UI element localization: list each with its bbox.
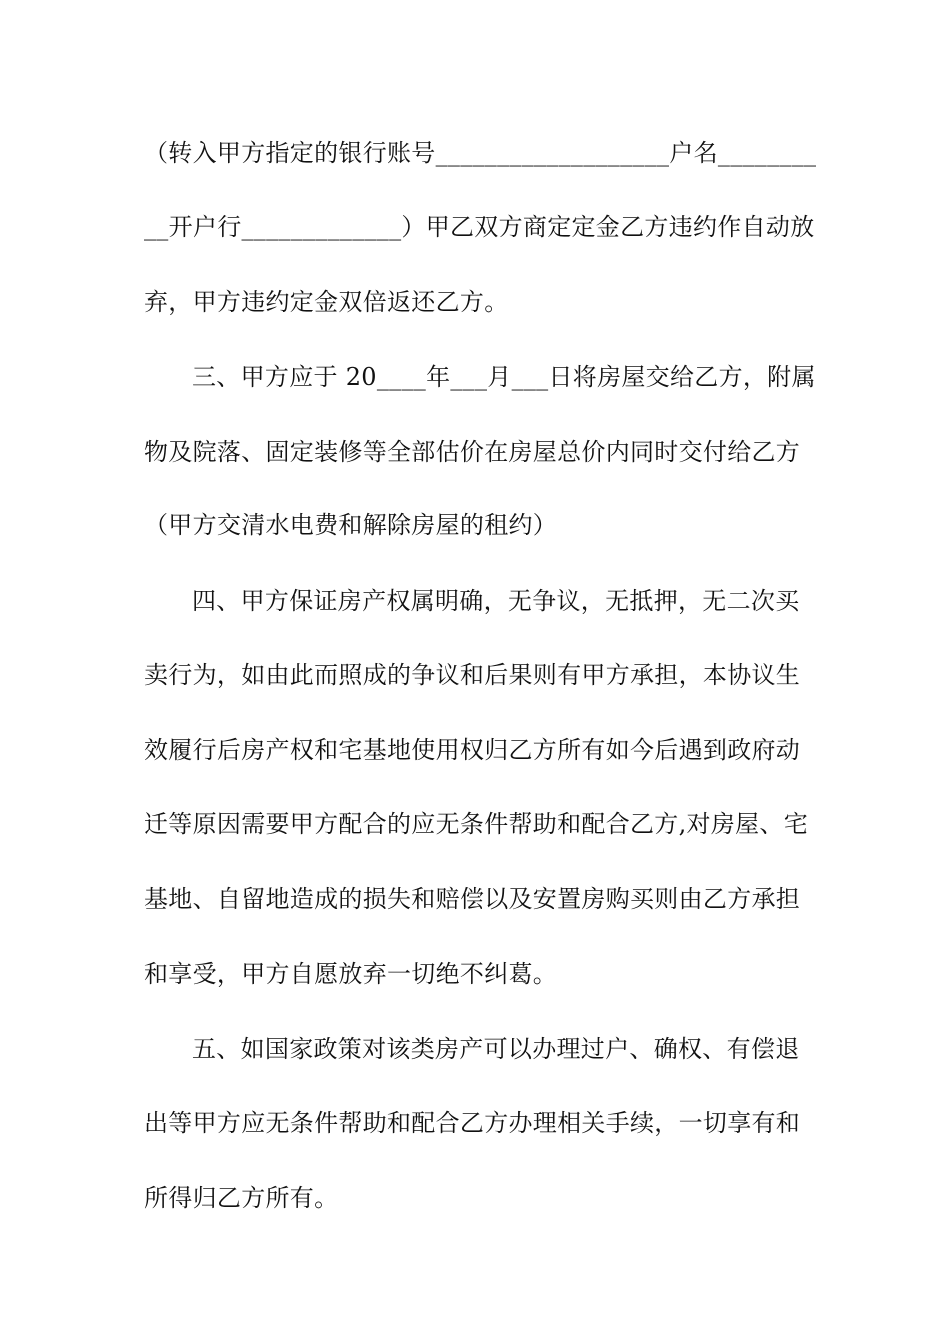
text-line-3: 弃，甲方违约定金双倍返还乙方。 — [144, 288, 509, 316]
clause-five-line-2: 出等甲方应无条件帮助和配合乙方办理相关手续，一切享有和 — [144, 1109, 801, 1137]
clause-five-line-3: 所得归乙方所有。 — [144, 1184, 339, 1212]
clause-three-line-1: 三、甲方应于 20____年___月___日将房屋交给乙方，附属 — [192, 363, 816, 391]
text-line-1: （转入甲方指定的银行账号___________________户名________ — [144, 139, 817, 167]
clause-four-line-5: 基地、自留地造成的损失和赔偿以及安置房购买则由乙方承担 — [144, 885, 801, 913]
clause-four-line-2: 卖行为，如由此而照成的争议和后果则有甲方承担，本协议生 — [144, 661, 801, 689]
clause-four-line-1: 四、甲方保证房产权属明确，无争议，无抵押，无二次买 — [192, 587, 800, 615]
text-line-2: __开户行_____________）甲乙双方商定定金乙方违约作自动放 — [144, 213, 815, 241]
clause-three-line-2: 物及院落、固定装修等全部估价在房屋总价内同时交付给乙方 — [144, 438, 801, 466]
clause-four-line-4: 迁等原因需要甲方配合的应无条件帮助和配合乙方,对房屋、宅 — [144, 810, 809, 838]
clause-four-line-6: 和享受，甲方自愿放弃一切绝不纠葛。 — [144, 960, 558, 988]
clause-four-line-3: 效履行后房产权和宅基地使用权归乙方所有如今后遇到政府动 — [144, 736, 801, 764]
clause-five-line-1: 五、如国家政策对该类房产可以办理过户、确权、有偿退 — [192, 1035, 800, 1063]
clause-three-line-3: （甲方交清水电费和解除房屋的租约） — [144, 511, 558, 539]
